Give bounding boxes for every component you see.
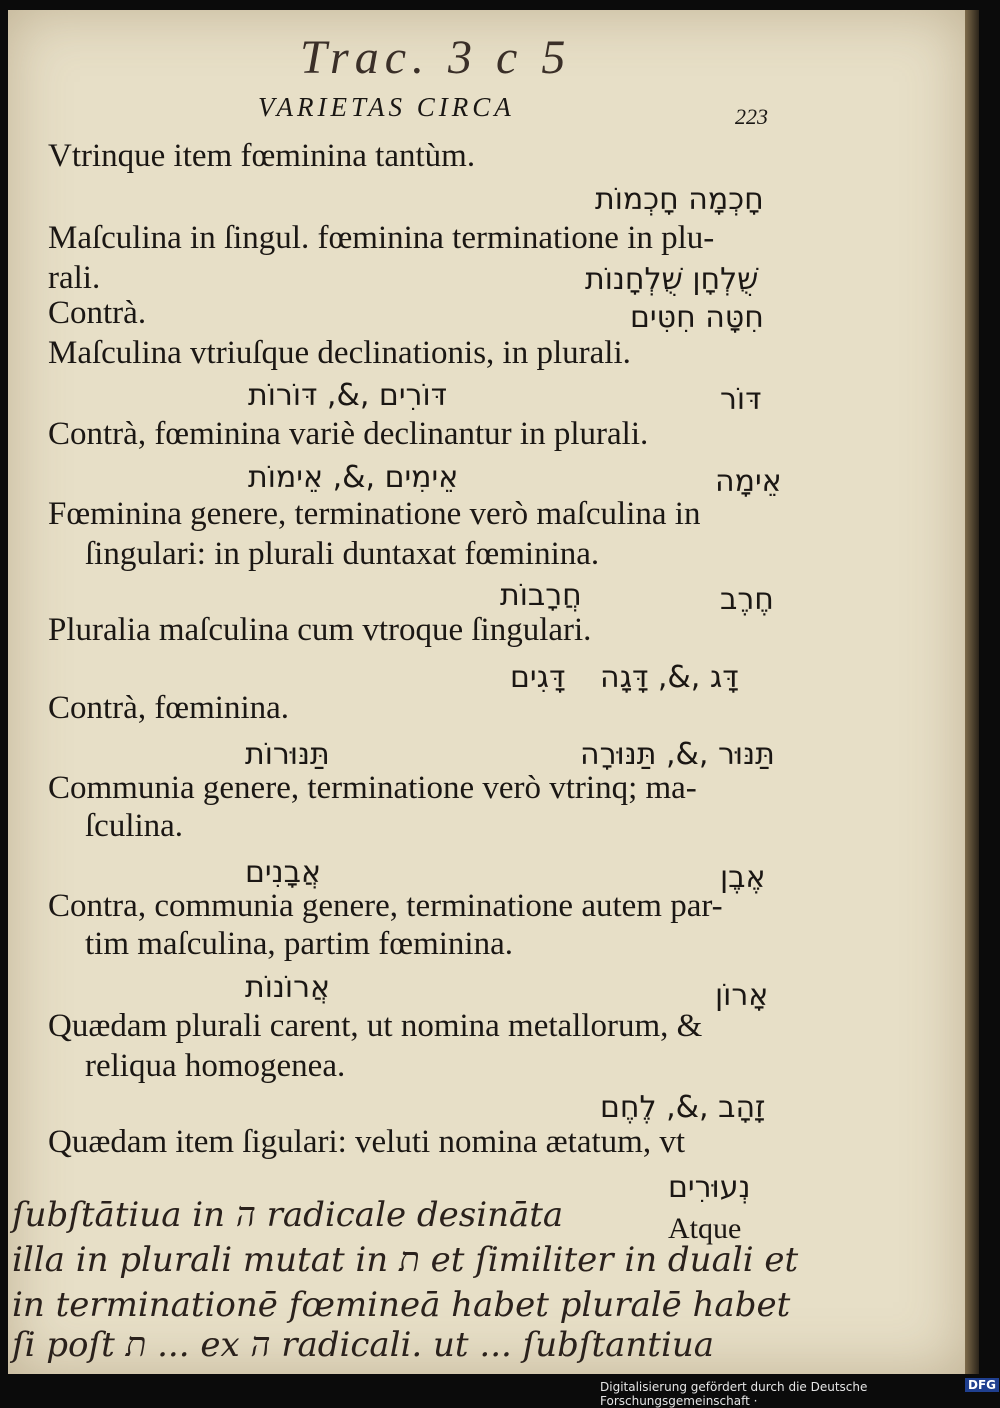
text-line: ſculina. [85,808,184,844]
text-line: Maſculina in ſingul. fœminina terminatione in plu- [48,220,715,256]
text-line: reliqua homogenea. [85,1048,346,1084]
hebrew-line: אָרוֹן [715,978,769,1013]
hebrew-line: חֲרָבוֹת [500,578,582,613]
text-line: Contra, communia genere, terminatione autem par- [48,888,723,924]
dfg-logo: DFG [965,1378,999,1392]
handwritten-note: ſi poſt ת ... ex ה radicali. ut ... ſubſtantiua [12,1325,715,1365]
hebrew-line: אֶבֶן [720,860,766,895]
text-line: Maſculina vtriuſque declinationis, in plurali. [48,335,631,371]
hebrew-line: דָּג ,&, דָּגָה [600,660,739,695]
hebrew-line: אֲבָנִים [245,855,322,890]
handwritten-note: ſubſtātiua in ה radicale desināta [12,1195,564,1235]
page-number: 223 [735,104,768,129]
text-line: Vtrinque item fœminina tantùm. [48,138,476,174]
running-head: VARIETAS CIRCA [258,92,515,122]
text-line: ſingulari: in plurali duntaxat fœminina. [85,536,600,572]
hebrew-line: שֻׁלְחָן שֻׁלְחָנוֹת [585,262,759,297]
hebrew-line: חֶרֶב [720,582,774,617]
hebrew-line: דָּגִים [510,660,566,695]
page-edge [965,10,979,1374]
text-line: Communia genere, terminatione verò vtrinq; ma- [48,770,697,806]
text-line: Contrà. [48,295,147,331]
hebrew-line: חִטָּה חִטִּים [630,300,764,335]
text-line: Quædam item ſigulari: veluti nomina ætatum, vt [48,1124,686,1160]
hebrew-line: נְעוּרִים [668,1170,751,1205]
hebrew-line: דּוֹר [720,382,762,417]
text-line: Pluralia maſculina cum vtroque ſingulari. [48,612,592,648]
hebrew-line: תַּנּוּר ,&, תַּנּוּרָה [580,737,775,772]
text-line: Contrà, fœminina variè declinantur in plurali. [48,416,649,452]
footer-credit: Digitalisierung gefördert durch die Deutsche Forschungsgemeinschaft · [600,1380,868,1408]
text-line: tim maſculina, partim fœminina. [85,926,513,962]
hebrew-line: דּוֹרִים ,&, דּוֹרוֹת [248,378,448,413]
hebrew-line: חָכְמָה חָכְמוֹת [595,182,764,217]
hebrew-line: אֵימָה [715,464,782,499]
hebrew-line: זָהָב ,&, לֶחֶם [600,1090,766,1125]
text-line: Fœminina genere, terminatione verò maſculina in [48,496,701,532]
text-line: Quædam plurali carent, ut nomina metallorum, & [48,1008,703,1044]
catchword: Atque [668,1212,742,1245]
hebrew-line: אֵימִים ,&, אֵימוֹת [248,460,459,495]
handwritten-shelfmark: Trac. 3 c 5 [300,31,572,84]
hebrew-line: תַּנּוּרוֹת [245,737,330,772]
text-line: Contrà, fœminina. [48,690,290,726]
text-line: rali. [48,260,101,296]
hebrew-line: אֲרוֹנוֹת [245,970,331,1005]
handwritten-note: in terminationē fœmineā habet pluralē habet [12,1285,791,1325]
handwritten-note: illa in plurali mutat in ת et ſimiliter in duali et [12,1240,799,1280]
